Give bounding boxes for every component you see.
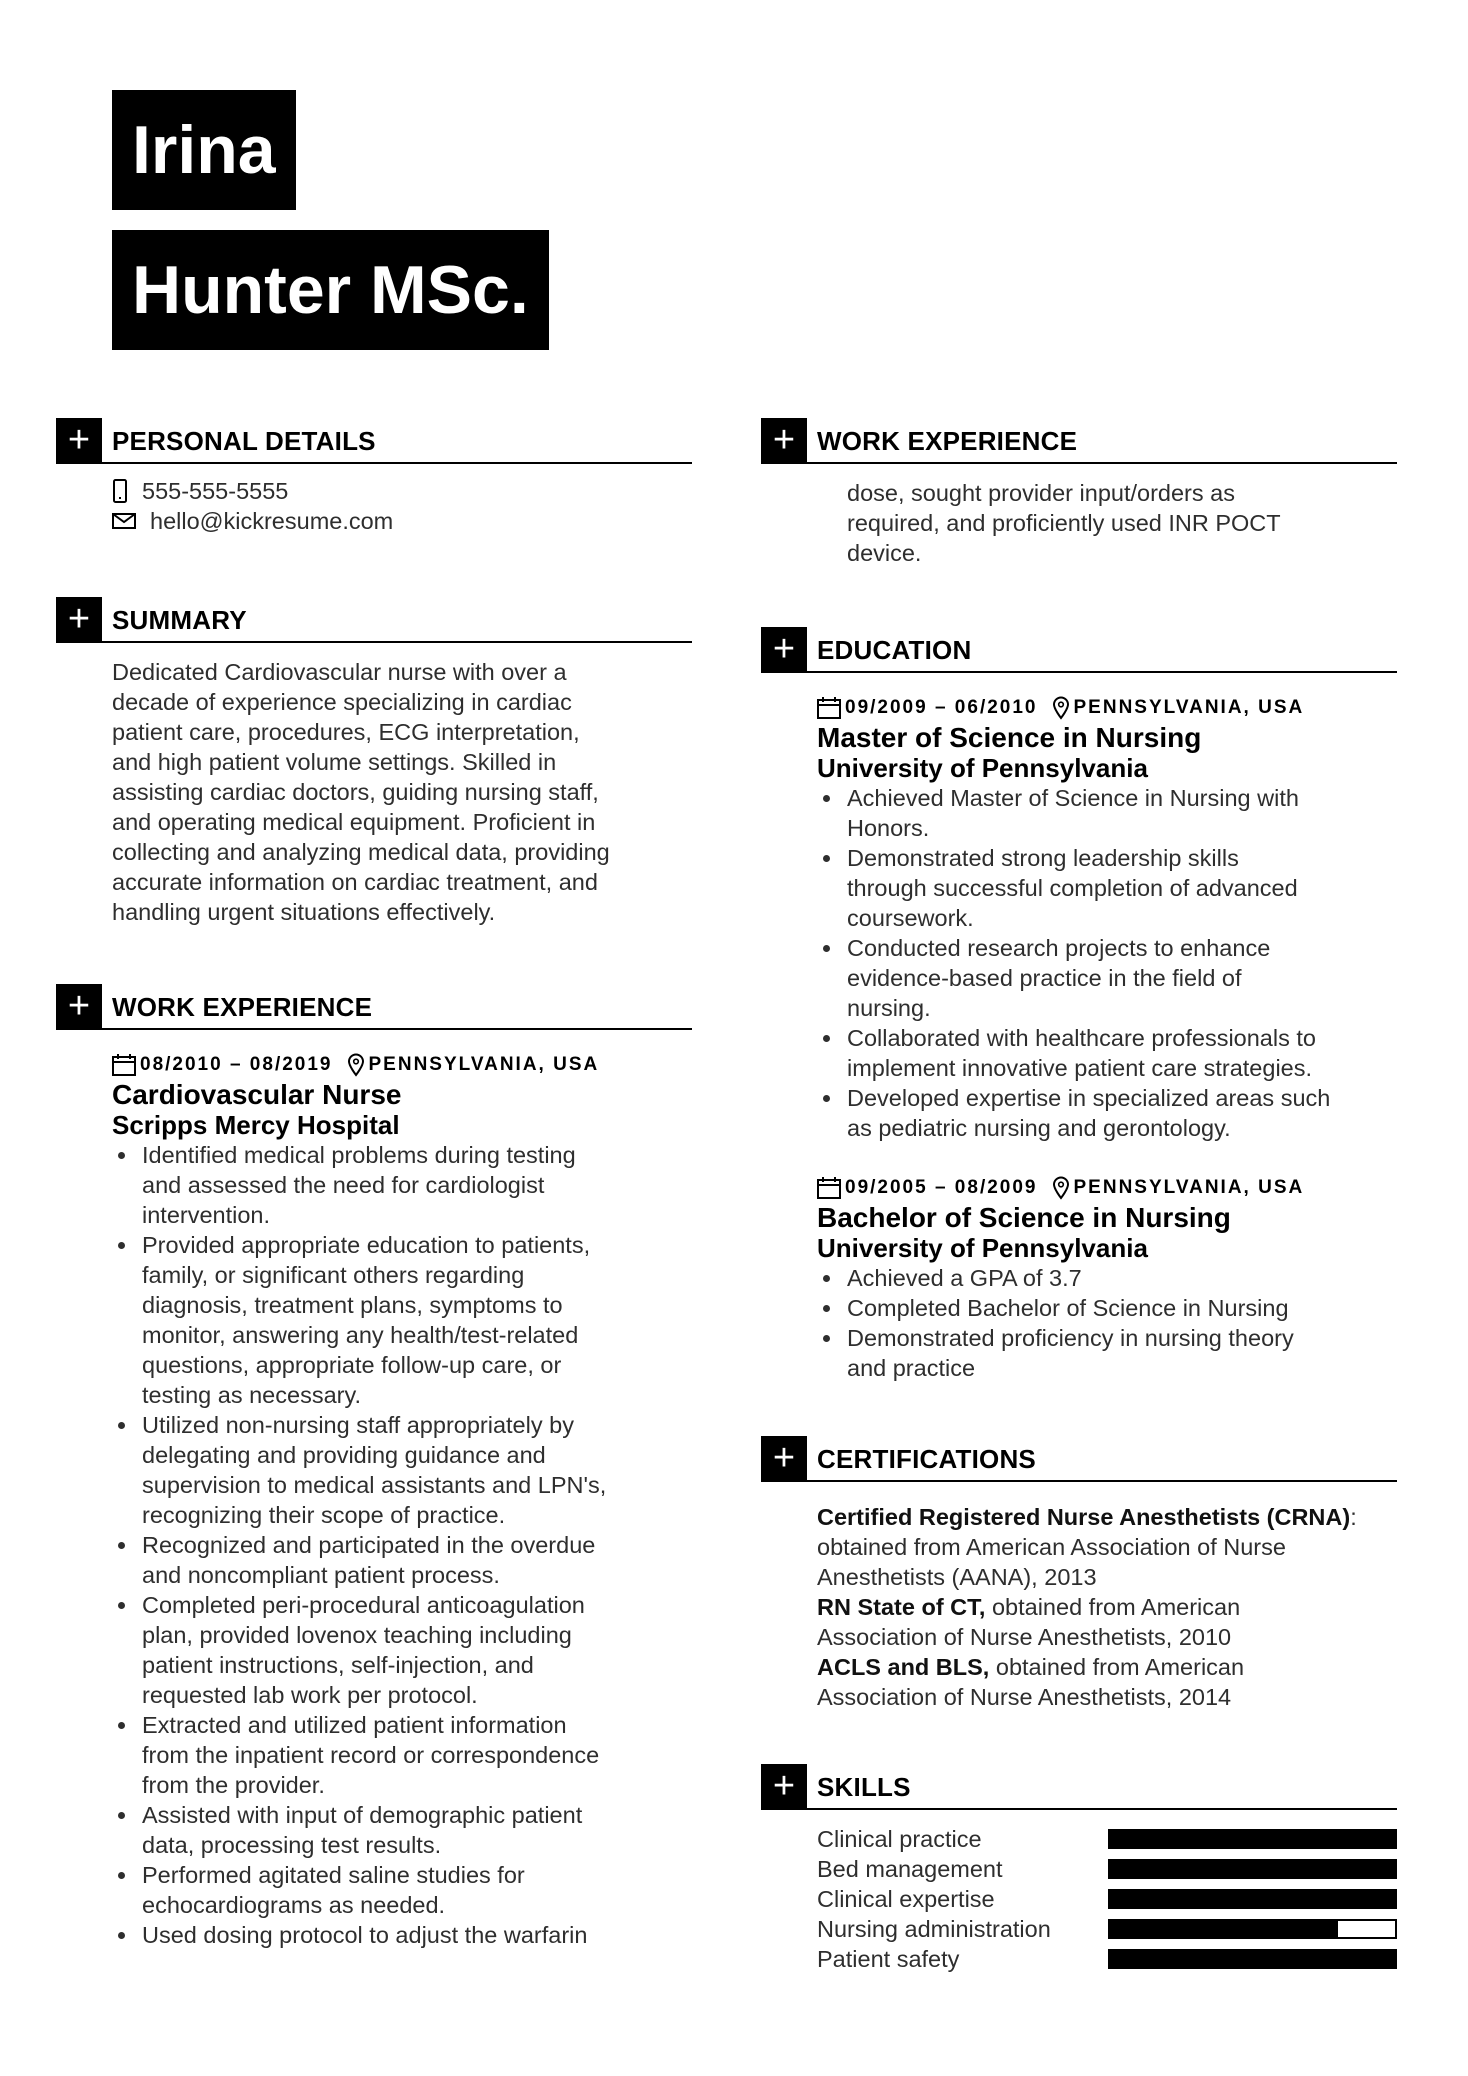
skill-row <box>817 1914 1397 1944</box>
bullet-line: Completed peri-procedural anticoagulation <box>142 1592 585 1618</box>
education-location: PENNSYLVANIA, USA <box>1073 697 1305 718</box>
bullet-line: nursing. <box>847 995 931 1021</box>
plus-icon: + <box>761 418 807 464</box>
bullet-line: family, or significant others regarding <box>142 1262 525 1288</box>
left-column <box>56 0 692 2076</box>
skills-list <box>761 1810 1397 1974</box>
bullet-item <box>817 933 1397 1023</box>
skill-level-bar <box>1108 1949 1397 1969</box>
certification-line: Anesthetists (AANA), 2013 <box>817 1564 1097 1590</box>
bullet-line: requested lab work per protocol. <box>142 1682 478 1708</box>
location-pin-icon <box>347 1053 365 1077</box>
skill-level-fill <box>1110 1831 1395 1847</box>
bullet-line: coursework. <box>847 905 974 931</box>
certification-separator: : <box>1350 1504 1357 1530</box>
certification-line: obtained from American Association of Nurse <box>817 1534 1286 1560</box>
section-title: SKILLS <box>817 1772 911 1802</box>
phone-row <box>112 476 692 506</box>
skill-row <box>817 1944 1397 1974</box>
skill-level-fill <box>1110 1951 1395 1967</box>
bullet-line: echocardiograms as needed. <box>142 1892 446 1918</box>
bullet-line: Completed Bachelor of Science in Nursing <box>847 1295 1289 1321</box>
bullet-line: implement innovative patient care strategies. <box>847 1055 1313 1081</box>
certification-line: obtained from American <box>989 1654 1245 1680</box>
summary-line: assisting cardiac doctors, guiding nursing staff, <box>112 779 599 805</box>
bullet-item <box>817 1323 1397 1383</box>
bullet-line: Conducted research projects to enhance <box>847 935 1271 961</box>
job-meta <box>112 1050 692 1080</box>
skill-name: Clinical practice <box>817 1826 982 1852</box>
summary-line: and high patient volume settings. Skilled in <box>112 749 557 775</box>
section-header <box>56 597 692 643</box>
bullet-line: delegating and providing guidance and <box>142 1442 546 1468</box>
bullet-item <box>817 1083 1397 1143</box>
bullet-line: patient instructions, self-injection, and <box>142 1652 534 1678</box>
education-bullets <box>817 783 1397 1143</box>
plus-icon: + <box>761 627 807 673</box>
section-title: EDUCATION <box>817 635 972 665</box>
bullet-line: Provided appropriate education to patients, <box>142 1232 591 1258</box>
bullet-line: from the inpatient record or correspondence <box>142 1742 600 1768</box>
skill-level-fill <box>1110 1891 1395 1907</box>
bullet-line: monitor, answering any health/test-related <box>142 1322 579 1348</box>
right-column <box>761 0 1397 2076</box>
bullet-item <box>817 783 1397 843</box>
education-entry <box>817 693 1397 1143</box>
bullet-line: Collaborated with healthcare professionals to <box>847 1025 1316 1051</box>
bullet-line: Assisted with input of demographic patient <box>142 1802 583 1828</box>
section-title: CERTIFICATIONS <box>817 1444 1036 1474</box>
bullet-item <box>112 1710 692 1800</box>
skill-name: Nursing administration <box>817 1916 1051 1942</box>
location-pin-icon <box>1052 1176 1070 1200</box>
education-location: PENNSYLVANIA, USA <box>1073 1177 1305 1198</box>
bullet-line: Used dosing protocol to adjust the warfarin <box>142 1922 588 1948</box>
mail-icon <box>112 513 136 529</box>
school-name: University of Pennsylvania <box>817 1233 1148 1263</box>
bullet-line: from the provider. <box>142 1772 325 1798</box>
employer: Scripps Mercy Hospital <box>112 1110 400 1140</box>
bullet-item <box>817 843 1397 933</box>
calendar-icon <box>112 1054 136 1076</box>
certifications-section <box>761 1436 1397 1712</box>
section-header <box>56 418 692 464</box>
education-entry <box>817 1173 1397 1383</box>
email-address: hello@kickresume.com <box>150 508 394 534</box>
skill-level-fill <box>1110 1921 1338 1937</box>
certification-item <box>817 1592 1397 1652</box>
certification-name: RN State of CT, <box>817 1594 986 1620</box>
summary-line: decade of experience specializing in cardiac <box>112 689 572 715</box>
bullet-item <box>112 1590 692 1710</box>
email-row <box>112 506 692 536</box>
summary-line: accurate information on cardiac treatment, and <box>112 869 598 895</box>
section-header <box>761 1764 1397 1810</box>
bullet-line: testing as necessary. <box>142 1382 362 1408</box>
section-header <box>761 1436 1397 1482</box>
section-header <box>761 627 1397 673</box>
education-meta <box>817 1173 1397 1203</box>
section-title: WORK EXPERIENCE <box>817 426 1078 456</box>
last-name: Hunter MSc. <box>112 230 549 350</box>
skills-section <box>761 1764 1397 1974</box>
degree-title: Master of Science in Nursing <box>817 722 1202 753</box>
education-dates: 09/2009 – 06/2010 <box>845 697 1038 718</box>
location-pin-icon <box>1052 696 1070 720</box>
summary-line: patient care, procedures, ECG interpretation, <box>112 719 580 745</box>
bullet-item <box>817 1293 1397 1323</box>
bullet-line: intervention. <box>142 1202 271 1228</box>
summary-text <box>56 643 692 927</box>
bullet-line: plan, provided lovenox teaching including <box>142 1622 572 1648</box>
bullet-line: Extracted and utilized patient information <box>142 1712 567 1738</box>
bullet-line: as pediatric nursing and gerontology. <box>847 1115 1231 1141</box>
bullet-line: Demonstrated strong leadership skills <box>847 845 1239 871</box>
certification-line: Association of Nurse Anesthetists, 2014 <box>817 1684 1232 1710</box>
bullet-line: questions, appropriate follow-up care, or <box>142 1352 562 1378</box>
bullet-line: supervision to medical assistants and LPN's, <box>142 1472 607 1498</box>
plus-icon: + <box>761 1436 807 1482</box>
skill-name: Patient safety <box>817 1946 960 1972</box>
bullet-line: Honors. <box>847 815 930 841</box>
section-title: PERSONAL DETAILS <box>112 426 376 456</box>
skill-row <box>817 1884 1397 1914</box>
skill-level-bar <box>1108 1889 1397 1909</box>
summary-line: Dedicated Cardiovascular nurse with over a <box>112 659 567 685</box>
summary-line: collecting and analyzing medical data, providing <box>112 839 610 865</box>
bullet-line: data, processing test results. <box>142 1832 442 1858</box>
bullet-item <box>112 1140 692 1230</box>
summary-section <box>56 597 692 927</box>
bullet-line: Achieved Master of Science in Nursing with <box>847 785 1299 811</box>
calendar-icon <box>817 1177 841 1199</box>
education-section <box>761 627 1397 1383</box>
continued-line: device. <box>847 540 922 566</box>
bullet-line: diagnosis, treatment plans, symptoms to <box>142 1292 563 1318</box>
skill-name: Clinical expertise <box>817 1886 995 1912</box>
certification-item <box>817 1652 1397 1712</box>
job-location: PENNSYLVANIA, USA <box>368 1054 600 1075</box>
skill-row <box>817 1854 1397 1884</box>
plus-icon: + <box>56 984 102 1030</box>
plus-icon: + <box>56 597 102 643</box>
phone-number: 555-555-5555 <box>142 478 289 504</box>
section-header <box>761 418 1397 464</box>
bullet-line: evidence-based practice in the field of <box>847 965 1242 991</box>
summary-line: and operating medical equipment. Proficient in <box>112 809 596 835</box>
continued-line: dose, sought provider input/orders as <box>847 480 1235 506</box>
bullet-line: Recognized and participated in the overdue <box>142 1532 596 1558</box>
calendar-icon <box>817 697 841 719</box>
bullet-line: and noncompliant patient process. <box>142 1562 500 1588</box>
education-dates: 09/2005 – 08/2009 <box>845 1177 1038 1198</box>
skill-level-bar <box>1108 1829 1397 1849</box>
bullet-line: Utilized non-nursing staff appropriately by <box>142 1412 574 1438</box>
bullet-line: Demonstrated proficiency in nursing theory <box>847 1325 1294 1351</box>
bullet-line: recognizing their scope of practice. <box>142 1502 506 1528</box>
bullet-item <box>817 1023 1397 1083</box>
bullet-item <box>112 1860 692 1920</box>
bullet-line: Performed agitated saline studies for <box>142 1862 525 1888</box>
job-title: Cardiovascular Nurse <box>112 1079 402 1110</box>
education-meta <box>817 693 1397 723</box>
work-experience-section <box>56 984 692 1950</box>
certification-name: ACLS and BLS, <box>817 1654 990 1680</box>
skill-level-bar <box>1108 1919 1397 1939</box>
job-dates: 08/2010 – 08/2019 <box>140 1054 333 1075</box>
bullet-item <box>817 1263 1397 1293</box>
bullet-item <box>112 1800 692 1860</box>
plus-icon: + <box>56 418 102 464</box>
first-name: Irina <box>112 90 296 210</box>
bullet-line: Developed expertise in specialized areas such <box>847 1085 1331 1111</box>
education-bullets <box>817 1263 1397 1383</box>
bullet-item <box>112 1530 692 1590</box>
continued-line: required, and proficiently used INR POCT <box>847 510 1281 536</box>
certification-line: obtained from American <box>985 1594 1241 1620</box>
skill-level-fill <box>1110 1861 1395 1877</box>
bullet-line: Achieved a GPA of 3.7 <box>847 1265 1082 1291</box>
personal-details-section <box>56 418 692 536</box>
phone-icon <box>112 479 128 503</box>
work-experience-continued-section <box>761 418 1397 568</box>
job-bullets <box>112 1140 692 1950</box>
bullet-line: and practice <box>847 1355 976 1381</box>
degree-title: Bachelor of Science in Nursing <box>817 1202 1231 1233</box>
skill-level-bar <box>1108 1859 1397 1879</box>
section-title: SUMMARY <box>112 605 247 635</box>
skill-row <box>817 1824 1397 1854</box>
certification-line: Association of Nurse Anesthetists, 2010 <box>817 1624 1232 1650</box>
bullet-item <box>112 1230 692 1410</box>
bullet-line: Identified medical problems during testing <box>142 1142 576 1168</box>
section-title: WORK EXPERIENCE <box>112 992 373 1022</box>
certification-name: Certified Registered Nurse Anesthetists (CRNA) <box>817 1504 1351 1530</box>
section-header <box>56 984 692 1030</box>
school-name: University of Pennsylvania <box>817 753 1148 783</box>
skill-name: Bed management <box>817 1856 1003 1882</box>
summary-line: handling urgent situations effectively. <box>112 899 496 925</box>
bullet-item <box>112 1920 692 1950</box>
bullet-line: through successful completion of advanced <box>847 875 1298 901</box>
bullet-item <box>112 1410 692 1530</box>
bullet-line: and assessed the need for cardiologist <box>142 1172 545 1198</box>
plus-icon: + <box>761 1764 807 1810</box>
certification-item <box>817 1502 1397 1592</box>
